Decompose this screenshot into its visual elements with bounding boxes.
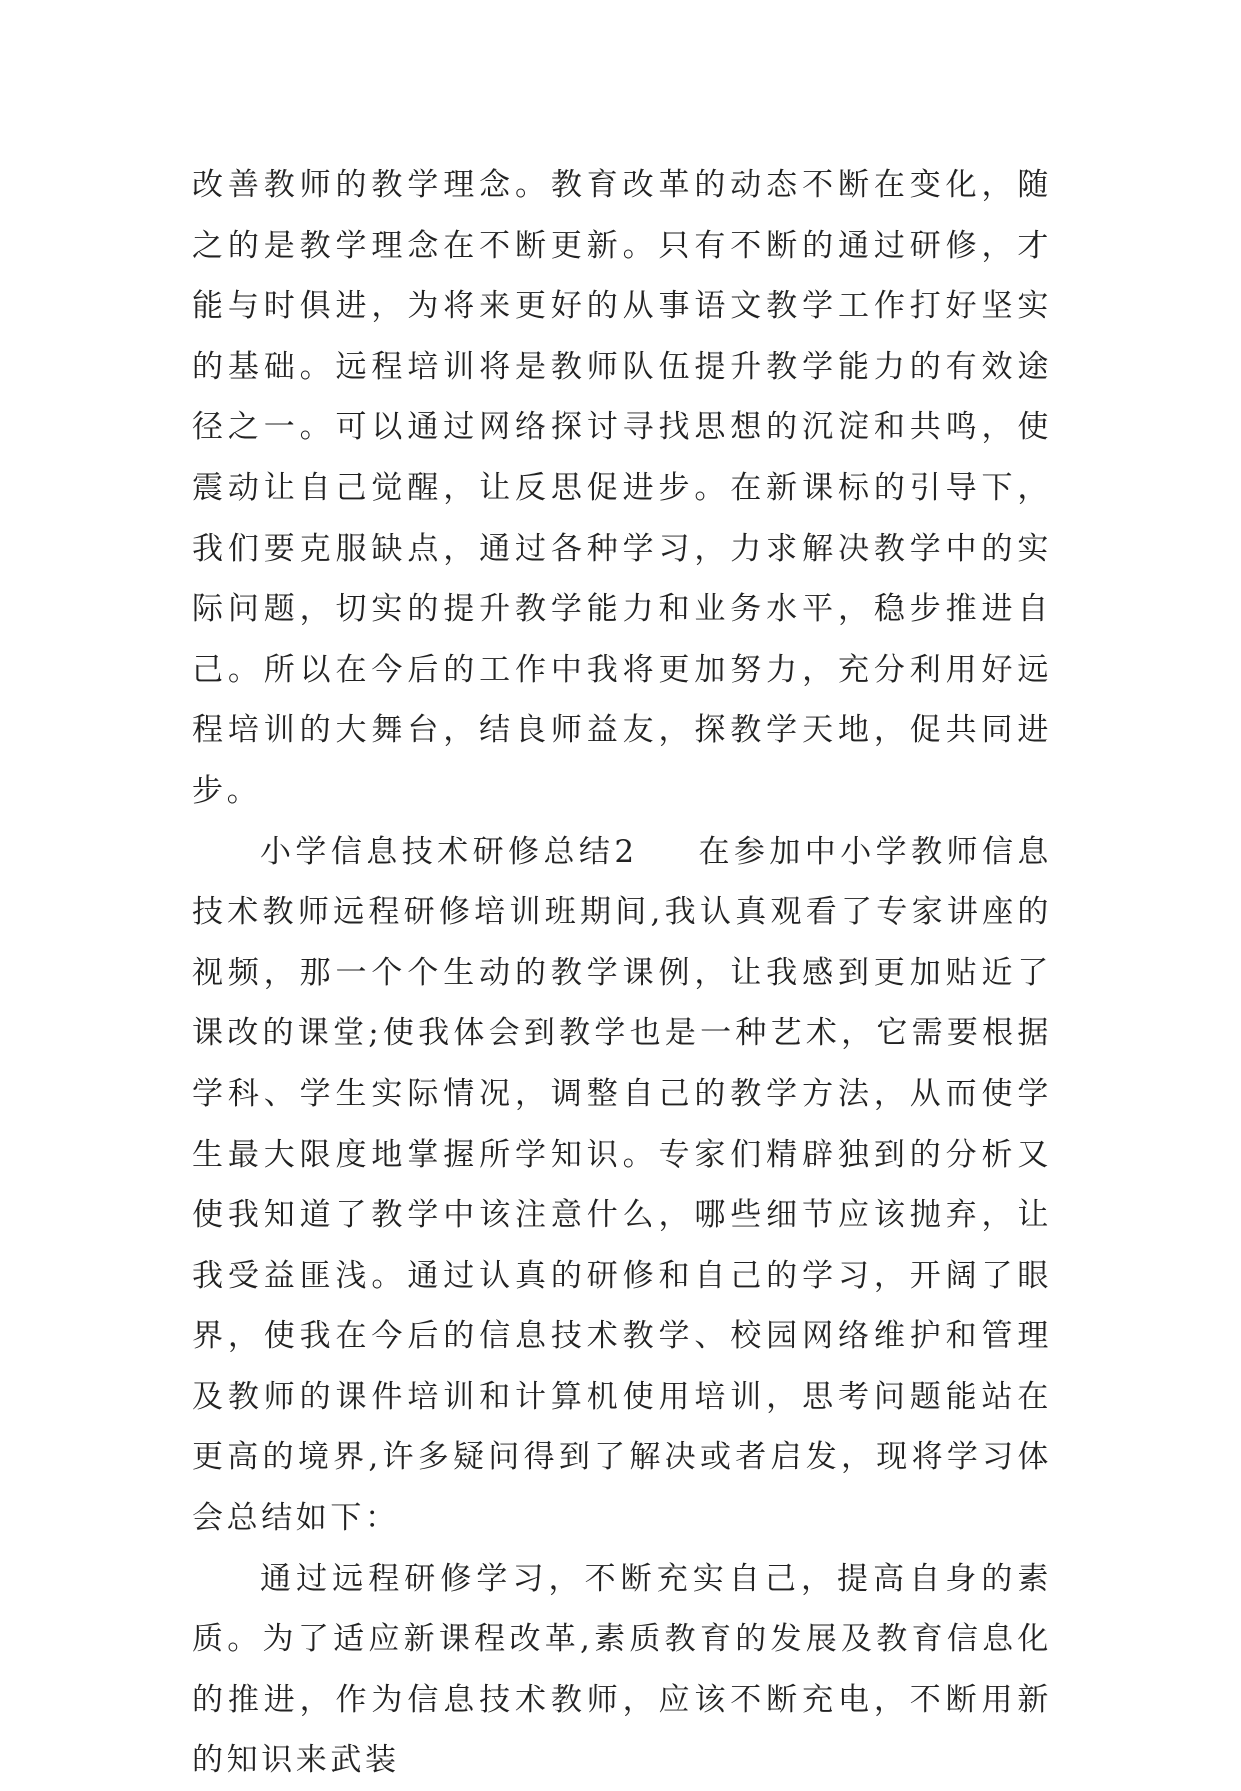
document-body <box>192 155 1052 1791</box>
paragraph-continuation: 改善教师的教学理念。教育改革的动态不断在变化，随之的是教学理念在不断更新。只有不断的通过研修，才能与时俱进，为将来更好的从事语文教学工作打好坚实的基础。远程培训将是教师队伍提升教学能力的有效途径之一。可以通过网络探讨寻找思想的沉淀和共鸣，使震动让自己觉醒，让反思促进步。在新课标的引导下，我们要克服缺点，通过各种学习，力求解决教学中的实际问题，切实的提升教学能力和业务水平，稳步推进自己。所以在今后的工作中我将更加努力，充分利用好远程培训的大舞台，结良师益友，探教学天地，促共同进步。 <box>192 167 1052 809</box>
section-heading: 小学信息技术研修总结2 <box>260 833 638 870</box>
paragraph-section-2 <box>192 822 1052 1549</box>
paragraph-remote-study: 通过远程研修学习，不断充实自己，提高自身的素质。为了适应新课程改革,素质教育的发展及教育信息化的推进，作为信息技术教师，应该不断充电，不断用新的知识来武装 <box>192 1560 1052 1779</box>
section-2-intro-text: 在参加中小学教师信息技术教师远程研修培训班期间,我认真观看了专家讲座的视频，那一个个生动的教学课例，让我感到更加贴近了课改的课堂;使我体会到教学也是一种艺术，它需要根据学科、学生实际情况，调整自己的教学方法，从而使学生最大限度地掌握所学知识。专家们精辟独到的分析又使我知道了教学中该注意什么，哪些细节应该抛弃，让我受益匪浅。通过认真的研修和自己的学习，开阔了眼界，使我在今后的信息技术教学、校园网络维护和管理及教师的课件培训和计算机使用培训，思考问题能站在更高的境界,许多疑问得到了解决或者启发，现将学习体会总结如下： <box>192 833 1053 1537</box>
